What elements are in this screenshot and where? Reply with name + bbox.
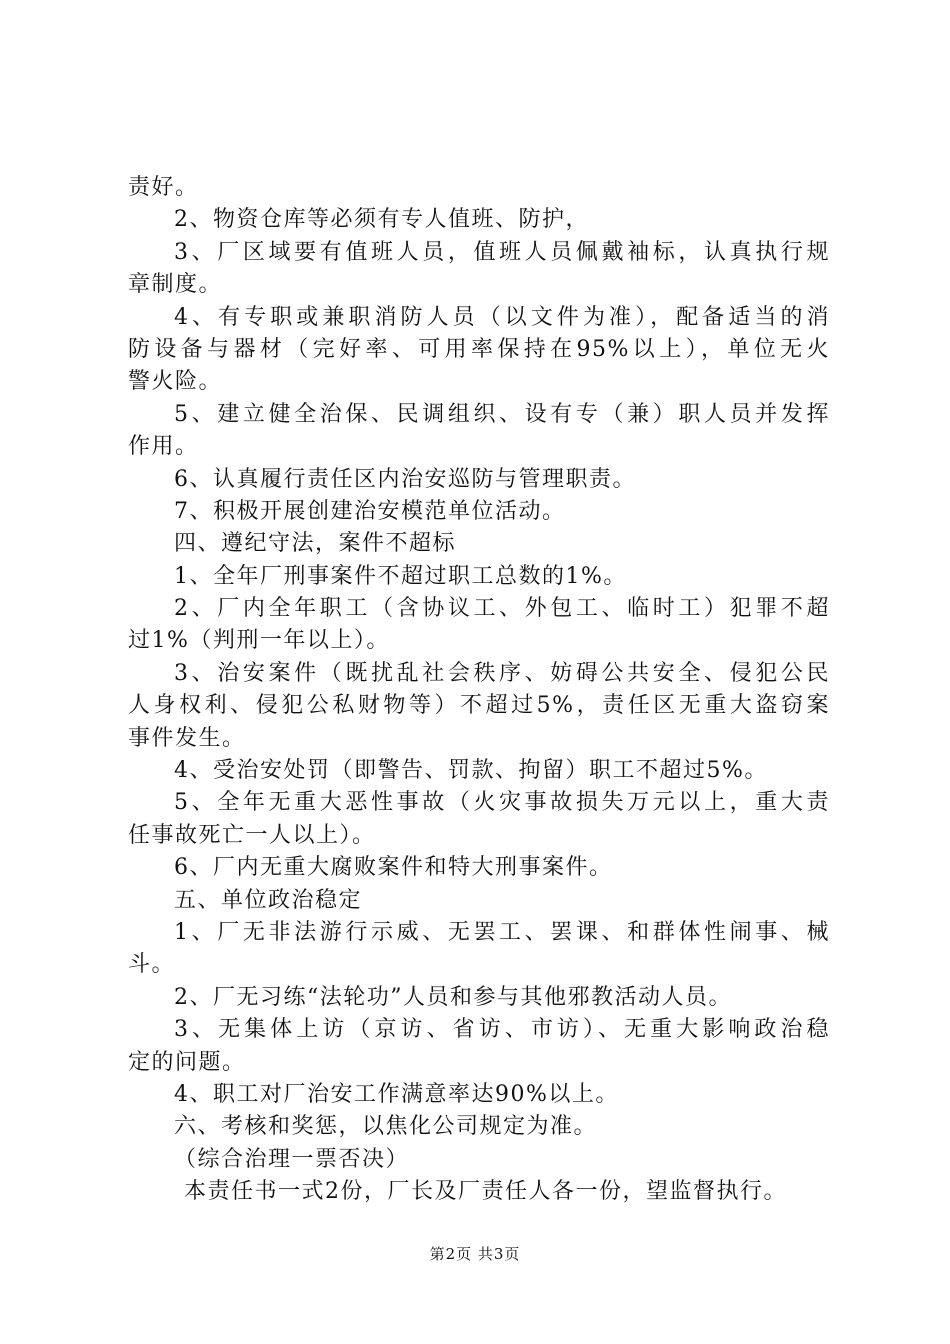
text-line: 7、积极开展创建治安模范单位活动。 xyxy=(174,498,566,524)
text-line: 3、无集体上访（京访、省访、市访）、无重大影响政治稳 xyxy=(174,1017,830,1043)
text-line: 2、厂内全年职工（含协议工、外包工、临时工）犯罪不超 xyxy=(174,596,830,622)
section-heading: 六、考核和奖惩，以焦化公司规定为准。 xyxy=(174,1114,598,1140)
text-line: 4、有专职或兼职消防人员（以文件为准），配备适当的消 xyxy=(174,304,830,330)
text-line: 人身权利、侵犯公私财物等）不超过5%，责任区无重大盗窃案 xyxy=(128,693,830,719)
text-line: 1、厂无非法游行示威、无罢工、罢课、和群体性闹事、械 xyxy=(174,919,830,945)
section-heading: 四、遵纪守法，案件不超标 xyxy=(174,531,457,557)
text-line: 2、厂无习练“法轮功”人员和参与其他邪教活动人员。 xyxy=(174,984,732,1010)
text-line: 章制度。 xyxy=(128,272,223,298)
text-line: 斗。 xyxy=(128,952,176,978)
text-line: 定的问题。 xyxy=(128,1049,246,1075)
text-line: 3、治安案件（既扰乱社会秩序、妨碍公共安全、侵犯公民 xyxy=(174,660,830,686)
text-line: 3、厂区域要有值班人员，值班人员佩戴袖标，认真执行规 xyxy=(174,239,830,265)
text-line: 作用。 xyxy=(128,434,199,460)
text-line: 防设备与器材（完好率、可用率保持在95%以上），单位无火 xyxy=(128,336,830,362)
text-line: （综合治理一票否决） xyxy=(174,1146,410,1172)
text-line: 4、职工对厂治安工作满意率达90%以上。 xyxy=(174,1081,619,1107)
text-line: 5、全年无重大恶性事故（火灾事故损失万元以上，重大责 xyxy=(174,790,830,816)
text-line: 警火险。 xyxy=(128,369,223,395)
section-heading: 五、单位政治稳定 xyxy=(174,887,363,913)
text-line: 1、全年厂刑事案件不超过职工总数的1%。 xyxy=(174,563,627,589)
text-line: 任事故死亡一人以上）。 xyxy=(128,822,376,848)
text-line: 4、受治安处罚（即警告、罚款、拘留）职工不超过5%。 xyxy=(174,758,768,784)
text-line: 过1%（判刑一年以上）。 xyxy=(128,628,390,654)
text-line: 责好。 xyxy=(128,175,199,200)
closing-line: 本责任书一式2份，厂长及厂责任人各一份，望监督执行。 xyxy=(184,1179,787,1205)
text-line: 事件发生。 xyxy=(128,725,246,751)
page-footer: 第2页 共3页 xyxy=(429,1245,521,1263)
text-line: 6、厂内无重大腐败案件和特大刑事案件。 xyxy=(174,855,613,881)
text-line: 2、物资仓库等必须有专人值班、防护， xyxy=(174,207,589,233)
text-line: 6、认真履行责任区内治安巡防与管理职责。 xyxy=(174,466,636,492)
text-line: 5、建立健全治保、民调组织、设有专（兼）职人员并发挥 xyxy=(174,401,830,427)
document-body xyxy=(128,172,838,1209)
